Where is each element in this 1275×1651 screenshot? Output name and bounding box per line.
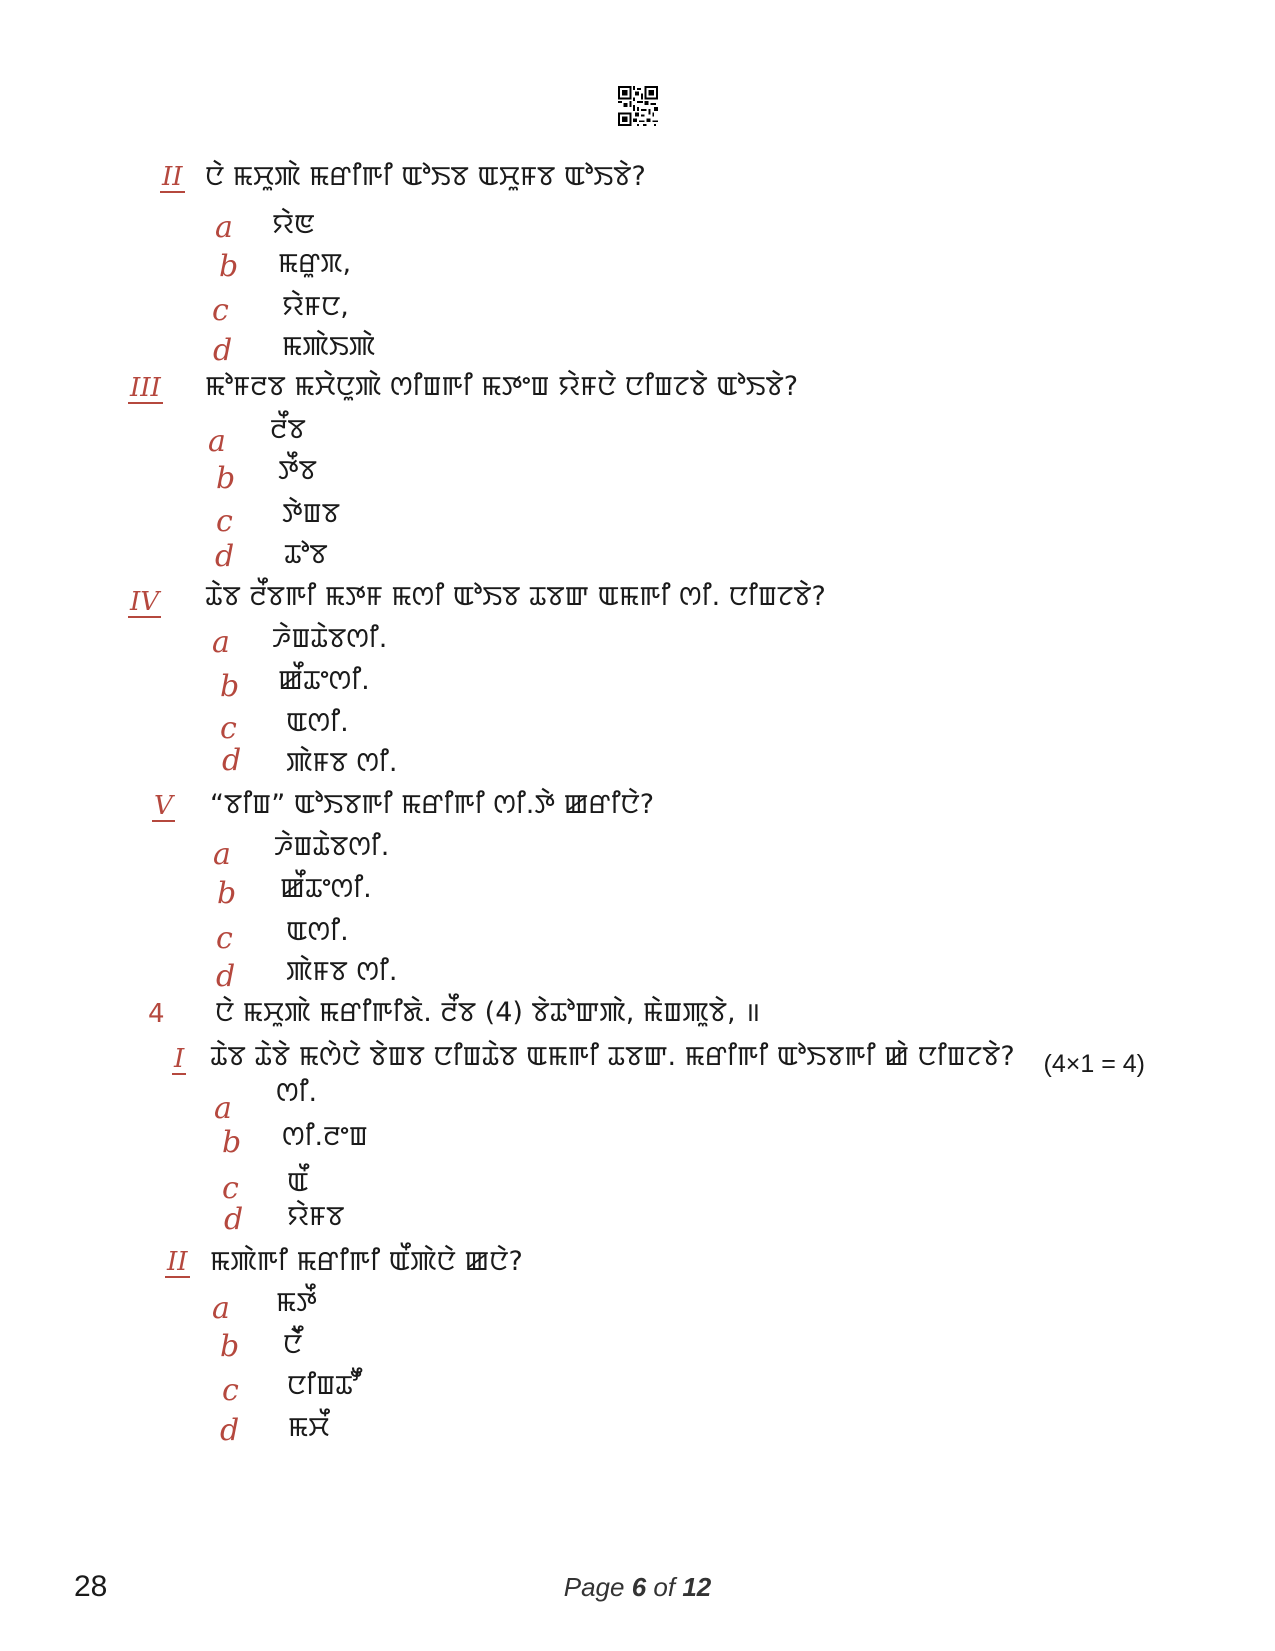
- option-text: ꯀꯩꯊꯦꯁꯤ.: [280, 873, 372, 904]
- option-letter: b: [216, 461, 236, 496]
- option-text: ꯑꯁꯤ.: [286, 707, 349, 738]
- option-letter: d: [213, 333, 233, 368]
- option-text: ꯅꯥꯩ: [283, 1329, 303, 1360]
- question-number: IV: [130, 587, 160, 617]
- section-instruction: ꯅꯥ ꯃꯆꯨꯄꯥ ꯃꯔꯤꯒꯤꯗꯥ. ꯂꯩꯕ (4) ꯕꯥꯊꯣꯛꯄꯥ, ꯃꯥꯡꯄꯨꯕꯥ, ॥: [215, 997, 761, 1028]
- option-text: ꯅꯤꯡꯊꯧꯩ: [287, 1370, 361, 1401]
- section-number: 4: [148, 999, 165, 1029]
- option-text: ꯃꯇꯩ: [276, 1287, 317, 1318]
- page-footer: [0, 1572, 1275, 1603]
- option-letter: c: [222, 1171, 239, 1206]
- option-letter: a: [212, 625, 230, 660]
- option-text: ꯄꯥꯝꯕ ꯁꯤ.: [286, 956, 398, 987]
- option-text: ꯍꯥꯡꯊꯥꯕꯁꯤ.: [272, 623, 388, 654]
- question-text: ꯊꯥꯕ ꯊꯥꯕꯥ ꯃꯁꯥꯅꯥ ꯕꯥꯡꯕ ꯅꯤꯡꯊꯥꯕ ꯑꯃꯒꯤ ꯊꯕꯛ. ꯃꯔꯤꯒꯤ ꯑꯣꯏꯕꯒꯤ ꯀꯥ ꯅꯤꯡꯖꯕꯥ?: [210, 1041, 1015, 1072]
- option-text: ꯁꯤ.ꯂꯦꯡ: [282, 1121, 368, 1152]
- option-letter: c: [216, 921, 233, 956]
- option-text: ꯌꯥꯝꯕ: [287, 1201, 345, 1232]
- option-letter: b: [222, 1125, 242, 1160]
- option-text: ꯌꯥꯟ: [272, 209, 315, 240]
- option-letter: a: [208, 424, 226, 459]
- option-text: ꯑꯁꯤ.: [286, 916, 349, 947]
- option-letter: c: [212, 293, 229, 328]
- option-letter: d: [220, 1413, 240, 1448]
- option-text: ꯀꯩꯊꯦꯁꯤ.: [278, 665, 370, 696]
- option-letter: d: [222, 743, 242, 778]
- option-text: ꯊꯣꯕ: [284, 539, 328, 570]
- footer-current-page: 6: [631, 1572, 647, 1602]
- option-text: ꯃꯄꯥꯏꯄꯥ: [282, 331, 376, 362]
- question-number: II: [162, 162, 183, 192]
- option-letter: a: [212, 1291, 230, 1326]
- option-letter: d: [216, 959, 236, 994]
- option-letter: d: [224, 1202, 244, 1237]
- option-text: ꯁꯤ.: [276, 1077, 318, 1108]
- option-letter: c: [222, 1373, 239, 1408]
- question-text: ꯃꯣꯝꯂꯕ ꯃꯆꯥꯅꯨꯄꯥ ꯁꯤꯡꯒꯤ ꯃꯇꯦꯡ ꯌꯥꯝꯅꯥ ꯅꯤꯡꯖꯕꯥ ꯑꯣꯏꯕꯥ?: [205, 371, 799, 402]
- option-text: ꯌꯥꯝꯅ,: [282, 291, 349, 322]
- option-letter: a: [215, 210, 233, 245]
- option-letter: c: [216, 504, 233, 539]
- option-letter: c: [220, 711, 237, 746]
- option-text: ꯇꯥꯡꯕ: [282, 498, 340, 529]
- option-text: ꯃꯆꯩ: [288, 1412, 330, 1443]
- page-number: 28: [74, 1570, 108, 1603]
- option-letter: b: [220, 1329, 240, 1364]
- question-number: III: [130, 373, 161, 403]
- qr-code-icon: [618, 86, 658, 126]
- option-text: ꯄꯥꯝꯕ ꯁꯤ.: [286, 747, 398, 778]
- question-number: II: [167, 1247, 188, 1277]
- question-text: ꯃꯄꯥꯒꯤ ꯃꯔꯤꯒꯤ ꯑꯩꯄꯥꯅꯥ ꯀꯅꯥ?: [210, 1246, 523, 1277]
- option-letter: b: [219, 249, 239, 284]
- option-letter: a: [213, 837, 231, 872]
- question-number: I: [174, 1044, 185, 1074]
- option-letter: b: [220, 669, 240, 704]
- question-text: ꯅꯥ ꯃꯆꯨꯄꯥ ꯃꯔꯤꯒꯤ ꯑꯣꯏꯕ ꯑꯆꯨꯝꯕ ꯑꯣꯏꯕꯥ?: [205, 161, 646, 192]
- footer-prefix: Page: [563, 1572, 625, 1602]
- option-text: ꯑꯩ: [287, 1167, 309, 1198]
- footer-total-pages: 12: [682, 1572, 712, 1602]
- question-text: ꯊꯥꯕ ꯂꯩꯕꯒꯤ ꯃꯇꯝ ꯃꯁꯤ ꯑꯣꯏꯕ ꯊꯕꯛ ꯑꯃꯒꯤ ꯁꯤ. ꯅꯤꯡꯖꯕꯥ?: [205, 581, 826, 612]
- option-text: ꯇꯩꯕ: [278, 455, 317, 486]
- question-number: V: [154, 791, 173, 821]
- option-text: ꯂꯩꯕ: [270, 414, 306, 445]
- section-marks: (4×1 = 4): [1043, 1050, 1145, 1078]
- option-letter: b: [217, 876, 237, 911]
- option-text: ꯍꯥꯡꯊꯥꯕꯁꯤ.: [274, 831, 390, 862]
- option-letter: a: [214, 1091, 232, 1126]
- question-text: “ꯕꯤꯡ” ꯑꯣꯏꯕꯒꯤ ꯃꯔꯤꯒꯤ ꯁꯤ.ꯇꯥ ꯀꯔꯤꯅꯥ?: [210, 789, 655, 820]
- option-letter: d: [215, 539, 235, 574]
- option-text: ꯃꯔꯨꯞ,: [278, 248, 352, 279]
- footer-of: of: [653, 1572, 676, 1602]
